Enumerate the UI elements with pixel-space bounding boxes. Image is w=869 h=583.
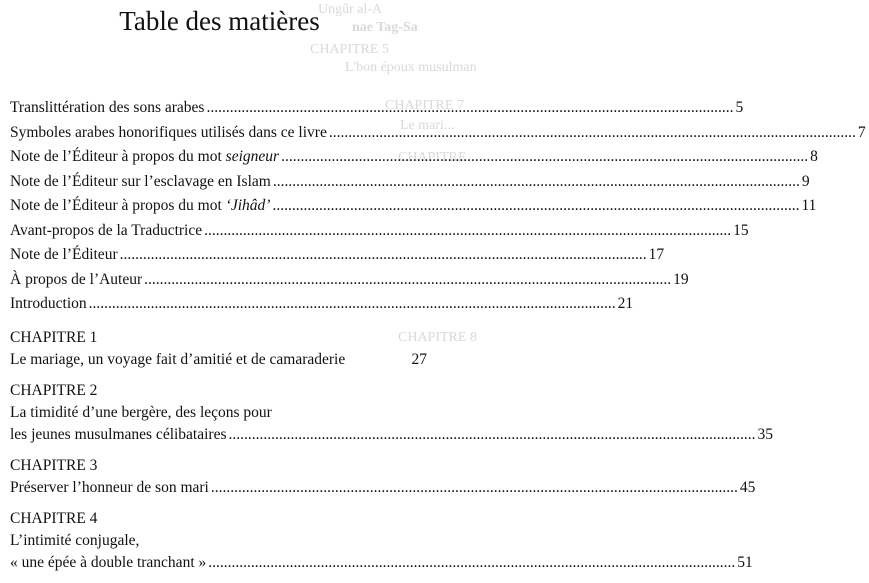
bleed-text: nae Tag-Sa: [352, 20, 418, 35]
toc-page-number: 27: [411, 350, 427, 368]
toc-page-number: 21: [617, 295, 634, 312]
dot-leader: [281, 145, 808, 170]
toc-entry-text: [10, 194, 270, 219]
chapter-entry: [10, 327, 430, 371]
toc-entry-text: Note de l’Éditeur sur l’esclavage en Islam: [10, 172, 271, 190]
chapter-entry: [10, 380, 774, 446]
chapter-title-line: [10, 477, 756, 499]
chapter-title-line: [10, 349, 430, 371]
toc-page-number: 35: [757, 425, 774, 443]
toc-page-number: 8: [810, 148, 818, 165]
chapter-title: « une épée à double tranchant »: [10, 553, 207, 571]
toc-entry: [10, 170, 810, 195]
chapter-title: Le mariage, un voyage fait d’amitié et de camaraderie: [10, 350, 346, 368]
dot-leader: [273, 170, 800, 195]
chapter-heading: CHAPITRE 1: [10, 328, 98, 346]
chapter-title: L’intimité conjugale,: [10, 531, 140, 549]
toc-entry: [10, 194, 817, 219]
toc-page-number: 11: [801, 197, 817, 214]
bleed-text: Ungûr al-A: [318, 2, 383, 17]
toc-entry: [10, 292, 634, 317]
chapter-heading: CHAPITRE 4: [10, 509, 98, 527]
chapter-title-line: [10, 552, 753, 574]
chapter-title-line: [10, 402, 430, 424]
toc-entry-text: Symboles arabes honorifiques utilisés dans ce livre: [10, 123, 327, 141]
toc-page-number: 15: [733, 221, 749, 239]
dot-leader: [144, 268, 671, 293]
dot-leader: [206, 96, 733, 121]
toc-entry-italic: seigneur: [225, 148, 280, 165]
toc-page-number: 45: [739, 478, 756, 496]
dot-leader: [211, 477, 738, 499]
bleed-text: CHAPITRE 7: [385, 98, 464, 113]
toc-entry-italic: ‘Jihâd’: [225, 197, 271, 214]
dot-leader: [120, 243, 647, 268]
chapter-title: La timidité d’une bergère, des leçons pour: [10, 403, 272, 421]
bleed-text: Le mari...: [400, 118, 455, 133]
dot-leader: [329, 121, 856, 146]
toc-entry-text-part: Note de l’Éditeur à propos du mot: [10, 148, 226, 165]
page-title: Table des matières: [119, 6, 320, 36]
toc-page-number: 19: [673, 270, 689, 288]
dot-leader: [204, 219, 731, 244]
toc-entry-text: Translittération des sons arabes: [10, 99, 205, 116]
toc-entry-text-part: Note de l’Éditeur à propos du mot: [10, 197, 226, 214]
chapter-title: Préserver l’honneur de son mari: [10, 478, 209, 496]
bleed-text: L'bon époux musulman: [345, 60, 477, 75]
bleed-text: CHAPITRE 5: [310, 42, 389, 57]
dot-leader: [272, 194, 799, 219]
toc-entry: [10, 219, 749, 244]
chapter-entry: [10, 455, 756, 499]
toc-entry: [10, 96, 744, 121]
chapter-heading: CHAPITRE 3: [10, 456, 98, 474]
toc-entry-text: À propos de l’Auteur: [10, 270, 143, 288]
chapter-heading: CHAPITRE 2: [10, 381, 98, 399]
toc-entry-text: [10, 145, 279, 170]
toc-entry-text: Introduction: [10, 295, 87, 312]
toc-entry-text: Note de l’Éditeur: [10, 246, 118, 263]
dot-leader: [229, 424, 756, 446]
toc-page-number: 51: [737, 553, 753, 571]
toc-entry-text: Avant-propos de la Traductrice: [10, 221, 203, 239]
bleed-text: CHAPITRE 8: [398, 330, 477, 345]
toc-page-number: 9: [801, 172, 810, 190]
toc-entry: [10, 243, 665, 268]
chapter-entry: [10, 508, 753, 574]
toc-page-number: 17: [648, 246, 665, 263]
toc-page-number: 7: [857, 123, 866, 141]
chapter-title-line: [10, 424, 774, 446]
dot-leader: [89, 292, 616, 317]
chapter-title-line: [10, 530, 430, 552]
chapter-title: les jeunes musulmanes célibataires: [10, 425, 227, 443]
toc-page-number: 5: [735, 99, 744, 116]
bleed-text: CHAPITRE: [398, 150, 467, 165]
toc-entry: [10, 268, 689, 293]
dot-leader: [208, 552, 735, 574]
